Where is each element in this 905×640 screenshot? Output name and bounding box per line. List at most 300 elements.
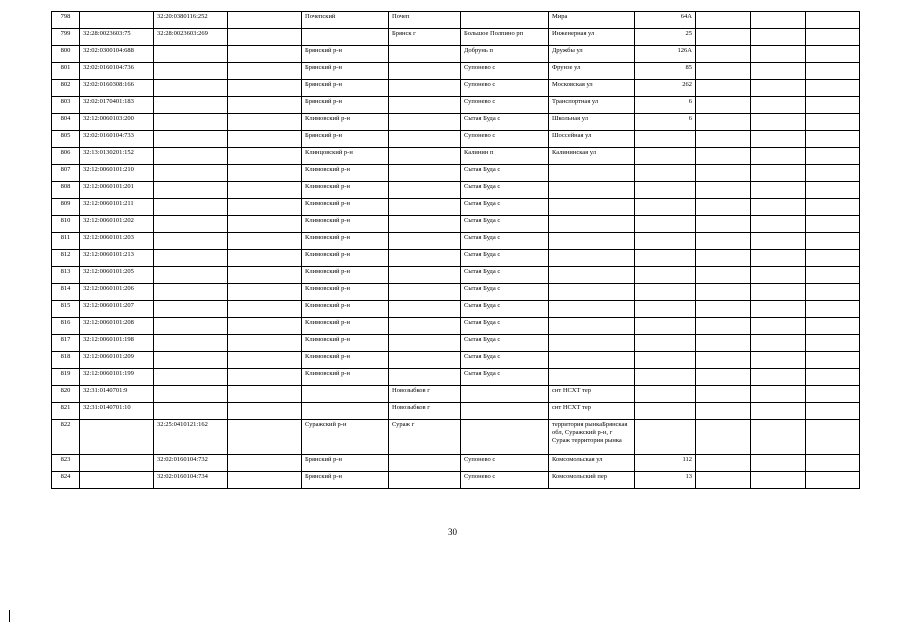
table-cell: Климовский р-н — [302, 352, 389, 369]
table-cell: Добрунь п — [461, 46, 549, 63]
table-cell: 823 — [52, 455, 80, 472]
table-cell: 32:12:0060101:206 — [80, 284, 154, 301]
table-cell: 32:20:0380116:252 — [154, 12, 228, 29]
table-cell: Московская ул — [549, 80, 635, 97]
table-row — [52, 369, 860, 386]
table-row — [52, 114, 860, 131]
table-cell — [635, 386, 696, 403]
table-cell: Супонево с — [461, 131, 549, 148]
table-cell: 13 — [635, 472, 696, 489]
table-cell: 32:12:0060103:200 — [80, 114, 154, 131]
table-cell: Брянск г — [389, 29, 461, 46]
table-row — [52, 199, 860, 216]
table-cell — [635, 148, 696, 165]
table-cell: Брянский р-н — [302, 455, 389, 472]
table-cell: 32:12:0060101:203 — [80, 233, 154, 250]
table-cell — [228, 284, 302, 301]
table-cell — [228, 165, 302, 182]
table-cell — [154, 80, 228, 97]
table-cell — [806, 97, 860, 114]
table-cell — [154, 403, 228, 420]
table-cell — [751, 284, 806, 301]
table-cell: 802 — [52, 80, 80, 97]
table-cell — [228, 420, 302, 455]
table-cell — [389, 301, 461, 318]
table-cell — [549, 301, 635, 318]
table-cell — [696, 386, 751, 403]
table-cell — [806, 63, 860, 80]
table-row — [52, 97, 860, 114]
table-cell — [806, 12, 860, 29]
table-cell: Сытая Буда с — [461, 369, 549, 386]
table-cell — [228, 12, 302, 29]
table-cell — [154, 131, 228, 148]
table-cell — [302, 403, 389, 420]
table-cell — [751, 216, 806, 233]
table-cell: 6 — [635, 114, 696, 131]
table-cell — [635, 216, 696, 233]
table-cell: 805 — [52, 131, 80, 148]
table-cell: Дружбы ул — [549, 46, 635, 63]
table-cell — [806, 335, 860, 352]
table-cell: 32:25:0410121:162 — [154, 420, 228, 455]
table-cell — [389, 335, 461, 352]
table-row — [52, 352, 860, 369]
table-cell: 814 — [52, 284, 80, 301]
table-cell: Климовский р-н — [302, 114, 389, 131]
table-cell — [154, 97, 228, 114]
table-cell — [461, 403, 549, 420]
table-cell: Брянский р-н — [302, 131, 389, 148]
table-cell — [635, 369, 696, 386]
table-cell — [806, 301, 860, 318]
table-cell: Школьная ул — [549, 114, 635, 131]
table-row — [52, 318, 860, 335]
table-cell — [389, 267, 461, 284]
table-cell — [154, 216, 228, 233]
table-cell — [806, 199, 860, 216]
table-cell — [154, 335, 228, 352]
table-cell: Сытая Буда с — [461, 352, 549, 369]
table-cell — [154, 165, 228, 182]
table-row — [52, 12, 860, 29]
table-cell — [635, 301, 696, 318]
table-row — [52, 335, 860, 352]
table-cell — [389, 114, 461, 131]
table-cell — [696, 403, 751, 420]
table-cell: 85 — [635, 63, 696, 80]
table-cell: Сытая Буда с — [461, 114, 549, 131]
table-cell: Супонево с — [461, 455, 549, 472]
table-cell: 126А — [635, 46, 696, 63]
table-cell — [228, 335, 302, 352]
table-cell: Супонево с — [461, 80, 549, 97]
table-cell: 816 — [52, 318, 80, 335]
table-cell — [228, 301, 302, 318]
table-cell — [389, 352, 461, 369]
table-cell: 32:12:0060101:210 — [80, 165, 154, 182]
table-cell — [806, 216, 860, 233]
table-cell — [389, 216, 461, 233]
table-cell — [549, 165, 635, 182]
table-row — [52, 165, 860, 182]
table-cell: 64А — [635, 12, 696, 29]
table-cell: 801 — [52, 63, 80, 80]
table-cell: Большое Полпино рп — [461, 29, 549, 46]
table-cell — [696, 472, 751, 489]
table-cell — [80, 420, 154, 455]
table-cell — [751, 131, 806, 148]
table-cell: Транспортная ул — [549, 97, 635, 114]
table-cell — [806, 284, 860, 301]
table-cell: Сытая Буда с — [461, 233, 549, 250]
table-cell — [228, 97, 302, 114]
table-cell — [751, 267, 806, 284]
table-cell: Климовский р-н — [302, 301, 389, 318]
table-cell — [389, 369, 461, 386]
table-cell: Шоссейная ул — [549, 131, 635, 148]
table-cell: Мира — [549, 12, 635, 29]
table-cell — [806, 420, 860, 455]
table-cell — [696, 369, 751, 386]
table-cell: 813 — [52, 267, 80, 284]
table-cell: 32:12:0060101:209 — [80, 352, 154, 369]
table-cell: Климовский р-н — [302, 250, 389, 267]
table-cell: 803 — [52, 97, 80, 114]
table-cell: 32:02:0160104:732 — [154, 455, 228, 472]
table-cell: Климовский р-н — [302, 369, 389, 386]
table-row — [52, 250, 860, 267]
table-cell — [751, 114, 806, 131]
table-cell — [154, 114, 228, 131]
table-cell: 820 — [52, 386, 80, 403]
table-cell — [228, 216, 302, 233]
table-row — [52, 403, 860, 420]
table-cell — [696, 29, 751, 46]
table-cell — [389, 148, 461, 165]
table-cell — [806, 131, 860, 148]
table-cell — [751, 301, 806, 318]
table-cell: 32:02:0160104:733 — [80, 131, 154, 148]
table-cell: 804 — [52, 114, 80, 131]
table-cell — [806, 46, 860, 63]
table-cell — [806, 233, 860, 250]
table-cell — [228, 63, 302, 80]
table-cell: Климовский р-н — [302, 318, 389, 335]
table-cell — [635, 131, 696, 148]
table-row — [52, 420, 860, 455]
table-cell — [228, 455, 302, 472]
table-cell — [751, 318, 806, 335]
table-cell — [461, 12, 549, 29]
table-cell — [635, 233, 696, 250]
table-cell — [806, 386, 860, 403]
table-cell — [228, 403, 302, 420]
table-cell — [154, 46, 228, 63]
table-cell — [549, 216, 635, 233]
table-cell: 32:28:0023603:75 — [80, 29, 154, 46]
table-row — [52, 80, 860, 97]
table-cell — [549, 335, 635, 352]
table-cell — [389, 131, 461, 148]
table-cell — [549, 369, 635, 386]
table-cell — [461, 386, 549, 403]
table-cell: Почеп — [389, 12, 461, 29]
table-cell — [154, 233, 228, 250]
table-cell — [549, 182, 635, 199]
table-cell — [389, 318, 461, 335]
table-cell — [461, 420, 549, 455]
table-cell — [549, 267, 635, 284]
table-cell — [154, 301, 228, 318]
table-cell: 821 — [52, 403, 80, 420]
table-cell: Сытая Буда с — [461, 216, 549, 233]
table-cell: Калинин п — [461, 148, 549, 165]
table-cell: 32:12:0060101:202 — [80, 216, 154, 233]
table-cell — [549, 318, 635, 335]
table-cell: Новозыбков г — [389, 403, 461, 420]
table-cell — [751, 472, 806, 489]
table-cell: 817 — [52, 335, 80, 352]
table-cell: Брянский р-н — [302, 97, 389, 114]
table-cell — [389, 455, 461, 472]
table-cell: 798 — [52, 12, 80, 29]
table-cell — [696, 233, 751, 250]
table-cell — [806, 165, 860, 182]
table-cell — [154, 148, 228, 165]
table-cell — [635, 403, 696, 420]
table-cell — [751, 233, 806, 250]
table-cell: 815 — [52, 301, 80, 318]
table-cell — [228, 472, 302, 489]
table-cell — [154, 63, 228, 80]
table-cell — [389, 80, 461, 97]
table-cell: Брянский р-н — [302, 46, 389, 63]
table-cell: 32:02:0300104:688 — [80, 46, 154, 63]
table-cell: Комсомольский пер — [549, 472, 635, 489]
table-cell — [696, 335, 751, 352]
table-row — [52, 386, 860, 403]
table-cell — [751, 46, 806, 63]
table-row — [52, 267, 860, 284]
table-cell — [806, 267, 860, 284]
table-cell — [696, 284, 751, 301]
table-cell — [751, 352, 806, 369]
table-cell: Климовский р-н — [302, 199, 389, 216]
table-cell — [696, 352, 751, 369]
table-cell — [228, 386, 302, 403]
table-cell — [154, 182, 228, 199]
table-cell: 32:12:0060101:211 — [80, 199, 154, 216]
table-cell — [154, 318, 228, 335]
table-cell: 822 — [52, 420, 80, 455]
table-cell — [228, 199, 302, 216]
table-cell — [389, 250, 461, 267]
table-cell: Сытая Буда с — [461, 301, 549, 318]
table-cell: 262 — [635, 80, 696, 97]
table-cell: Сытая Буда с — [461, 250, 549, 267]
table-cell — [389, 165, 461, 182]
table-cell: 799 — [52, 29, 80, 46]
table-cell — [80, 12, 154, 29]
table-cell — [751, 403, 806, 420]
table-cell — [806, 472, 860, 489]
table-cell: 806 — [52, 148, 80, 165]
table-cell — [228, 46, 302, 63]
table-cell: 32:12:0060101:199 — [80, 369, 154, 386]
table-row — [52, 216, 860, 233]
table-cell: 811 — [52, 233, 80, 250]
table-cell — [389, 284, 461, 301]
table-cell: Клинцовский р-н — [302, 148, 389, 165]
table-cell — [228, 80, 302, 97]
table-cell — [806, 29, 860, 46]
table-cell — [228, 250, 302, 267]
table-cell: 32:02:0160308:166 — [80, 80, 154, 97]
table-cell: 32:12:0060101:208 — [80, 318, 154, 335]
table-cell — [154, 284, 228, 301]
table-cell — [549, 284, 635, 301]
table-cell — [154, 369, 228, 386]
table-cell — [751, 182, 806, 199]
table-cell: Супонево с — [461, 63, 549, 80]
table-cell — [228, 182, 302, 199]
table-cell — [389, 97, 461, 114]
table-cell — [696, 114, 751, 131]
table-cell — [806, 148, 860, 165]
table-cell — [806, 455, 860, 472]
table-cell — [154, 250, 228, 267]
table-cell: 32:12:0060101:201 — [80, 182, 154, 199]
table-cell: 112 — [635, 455, 696, 472]
table-cell: Супонево с — [461, 472, 549, 489]
table-cell: 809 — [52, 199, 80, 216]
table-cell — [635, 284, 696, 301]
table-cell — [806, 250, 860, 267]
table-cell — [302, 29, 389, 46]
table-row — [52, 301, 860, 318]
table-cell — [228, 29, 302, 46]
table-cell: 32:02:0160104:736 — [80, 63, 154, 80]
table-cell — [228, 114, 302, 131]
table-cell — [696, 182, 751, 199]
table-cell — [635, 335, 696, 352]
table-cell: 812 — [52, 250, 80, 267]
table-cell: Сытая Буда с — [461, 182, 549, 199]
table-cell: Брянский р-н — [302, 63, 389, 80]
table-cell: 810 — [52, 216, 80, 233]
table-cell — [751, 63, 806, 80]
table-cell — [549, 233, 635, 250]
table-cell — [806, 182, 860, 199]
table-cell: Сытая Буда с — [461, 165, 549, 182]
table-cell — [751, 250, 806, 267]
registry-table — [51, 11, 860, 489]
table-cell: Климовский р-н — [302, 165, 389, 182]
table-cell — [696, 267, 751, 284]
table-cell — [302, 386, 389, 403]
table-cell — [806, 403, 860, 420]
table-cell: Сытая Буда с — [461, 335, 549, 352]
table-cell — [389, 199, 461, 216]
table-cell: 32:31:0140701:9 — [80, 386, 154, 403]
table-cell — [549, 199, 635, 216]
table-cell: 800 — [52, 46, 80, 63]
table-cell: снт НСХТ тер — [549, 386, 635, 403]
table-cell — [751, 29, 806, 46]
table-row — [52, 148, 860, 165]
table-cell — [228, 352, 302, 369]
table-cell — [751, 335, 806, 352]
table-cell — [228, 267, 302, 284]
table-row — [52, 472, 860, 489]
table-cell: 32:12:0060101:198 — [80, 335, 154, 352]
table-cell — [635, 352, 696, 369]
table-cell — [549, 352, 635, 369]
table-cell — [751, 386, 806, 403]
table-cell: Брянский р-н — [302, 80, 389, 97]
table-cell: Сураж г — [389, 420, 461, 455]
table-cell — [228, 148, 302, 165]
table-cell: 6 — [635, 97, 696, 114]
table-row — [52, 455, 860, 472]
table-cell: 32:12:0060101:213 — [80, 250, 154, 267]
table-cell — [635, 250, 696, 267]
table-cell: 32:02:0160104:734 — [154, 472, 228, 489]
table-cell — [696, 165, 751, 182]
table-cell — [751, 148, 806, 165]
table-cell — [751, 97, 806, 114]
table-cell — [635, 199, 696, 216]
table-cell: территория рынкаБрянская обл, Суражский р-н, г Сураж территория рынка — [549, 420, 635, 455]
table-cell — [696, 63, 751, 80]
table-cell — [751, 165, 806, 182]
table-cell — [389, 182, 461, 199]
table-cell — [696, 12, 751, 29]
table-cell: 807 — [52, 165, 80, 182]
table-cell: Климовский р-н — [302, 267, 389, 284]
table-cell — [635, 267, 696, 284]
table-cell — [389, 233, 461, 250]
table-row — [52, 131, 860, 148]
table-row — [52, 29, 860, 46]
table-cell — [696, 318, 751, 335]
table-cell: Климовский р-н — [302, 182, 389, 199]
table-cell — [228, 131, 302, 148]
table-cell: Климовский р-н — [302, 284, 389, 301]
table-cell — [806, 80, 860, 97]
table-cell: 32:31:0140701:10 — [80, 403, 154, 420]
table-cell — [696, 131, 751, 148]
table-cell: снт НСХТ тер — [549, 403, 635, 420]
table-cell — [228, 369, 302, 386]
table-cell — [751, 12, 806, 29]
table-cell — [228, 318, 302, 335]
table-cell — [806, 114, 860, 131]
table-cell: 25 — [635, 29, 696, 46]
table-cell: 32:13:0130201:152 — [80, 148, 154, 165]
table-cell — [806, 318, 860, 335]
page-number: 30 — [448, 527, 457, 537]
table-cell — [80, 472, 154, 489]
table-cell: Супонево с — [461, 97, 549, 114]
table-cell — [751, 369, 806, 386]
table-cell — [806, 352, 860, 369]
table-cell: Сытая Буда с — [461, 199, 549, 216]
table-cell: Почепский — [302, 12, 389, 29]
table-cell: 32:12:0060101:205 — [80, 267, 154, 284]
table-cell — [696, 148, 751, 165]
